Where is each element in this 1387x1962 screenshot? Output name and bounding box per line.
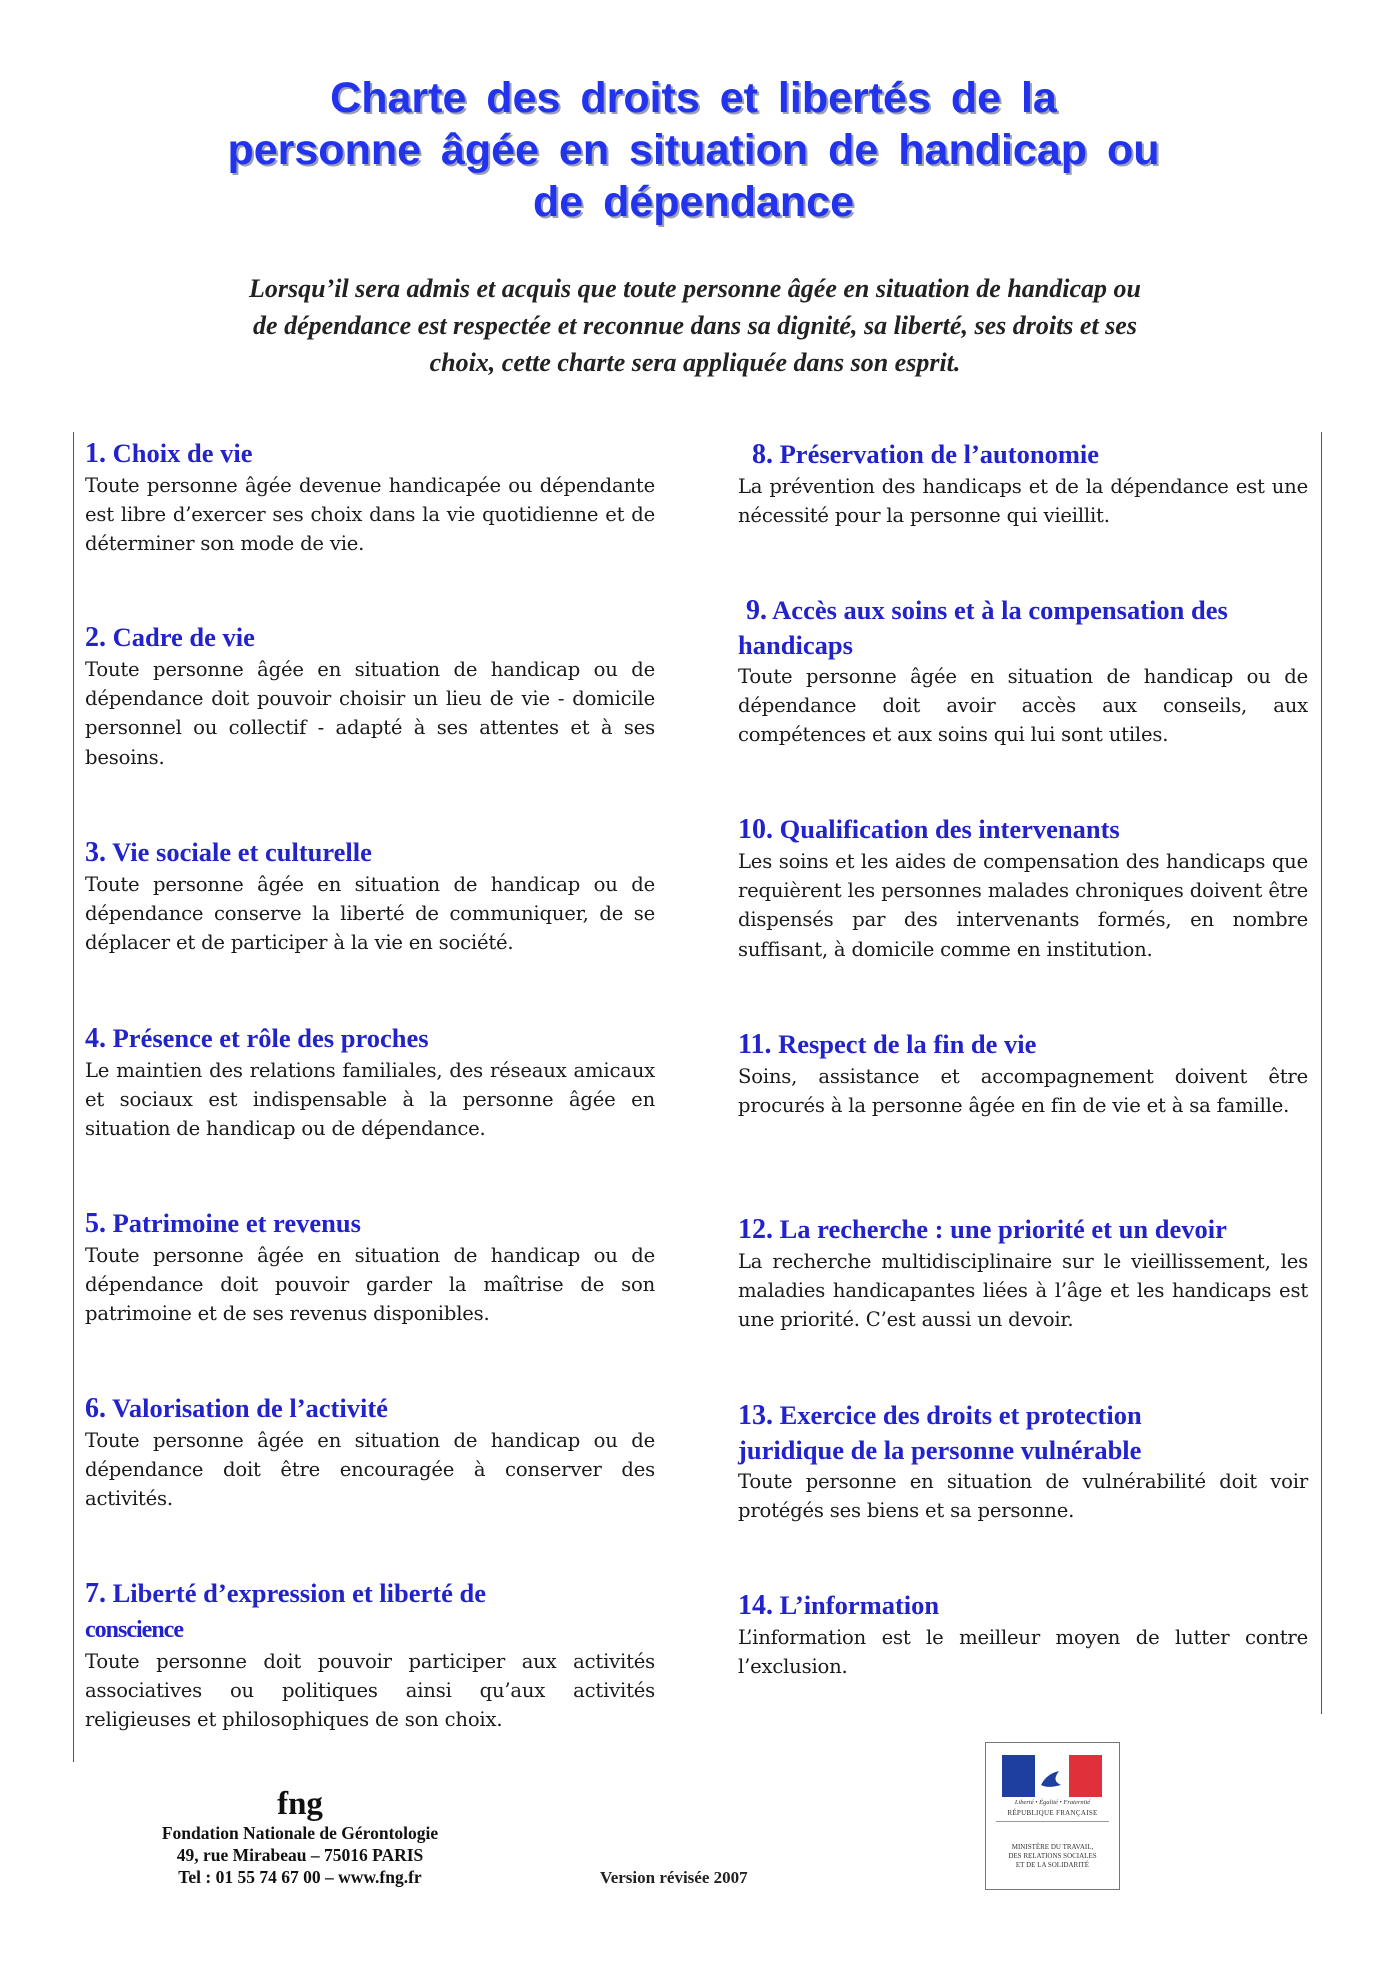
article-title: Vie sociale et culturelle (112, 837, 372, 867)
charter-title (100, 72, 1287, 228)
article-number: 3. (85, 837, 106, 868)
article-number: 8. (752, 439, 773, 470)
article-number: 14. (738, 1590, 773, 1621)
article-heading (85, 1576, 655, 1647)
right-column-rule (1321, 432, 1322, 1714)
flag-red-band (1069, 1755, 1102, 1797)
article-number: 12. (738, 1214, 773, 1245)
article-2 (85, 620, 655, 772)
article-number: 11. (738, 1029, 772, 1060)
article-title: Qualification des intervenants (779, 814, 1120, 844)
article-title: Respect de la fin de vie (778, 1029, 1037, 1059)
article-title: Valorisation de l’activité (112, 1393, 388, 1423)
article-text: Toute personne doit pouvoir participer aux activités associatives ou politiques ainsi qu’aux activités religieuses et philosophiques de son choix. (85, 1650, 655, 1732)
article-heading (85, 1021, 655, 1056)
marianne-flag-icon (1002, 1755, 1102, 1797)
article-text: Toute personne âgée en situation de handicap ou de dépendance doit pouvoir choisir un lieu de vie - domicile personnel ou collectif - adapté à ses attentes et à ses besoins. (85, 658, 655, 769)
article-text: Le maintien des relations familiales, des réseaux amicaux et sociaux est indispensable à la personne âgée en situation de handicap ou de dépendance. (85, 1059, 655, 1141)
article-title: Accès aux soins et à la compensation des (772, 595, 1228, 625)
article-heading (85, 436, 655, 471)
article-10 (738, 812, 1308, 964)
article-text: Toute personne âgée en situation de handicap ou de dépendance doit avoir accès aux conseils, aux compétences et aux soins qui lui sont utiles. (738, 665, 1308, 747)
version-note: Version révisée 2007 (600, 1868, 748, 1887)
title-line-3: de dépendance (532, 178, 855, 226)
article-title: Présence et rôle des proches (112, 1023, 429, 1053)
article-9 (738, 593, 1308, 750)
article-title: Cadre de vie (112, 622, 255, 652)
republic-motto: Liberté • Égalité • Fraternité (1014, 1799, 1091, 1806)
article-title-continued: handicaps (738, 630, 853, 660)
article-number: 2. (85, 622, 106, 653)
article-heading (738, 812, 1308, 847)
article-heading (738, 437, 1308, 472)
article-number: 10. (738, 814, 773, 845)
article-heading (85, 835, 655, 870)
article-number: 6. (85, 1393, 106, 1424)
article-8 (738, 437, 1308, 530)
ministry-name (992, 1843, 1113, 1870)
org-address: 49, rue Mirabeau – 75016 PARIS (176, 1845, 424, 1865)
org-contact: Tel : 01 55 74 67 00 – www.fng.fr (178, 1867, 422, 1887)
article-number: 9. (746, 595, 767, 626)
article-text: Soins, assistance et accompagnement doivent être procurés à la personne âgée en fin de vie et à sa famille. (738, 1065, 1308, 1118)
left-column-rule (73, 432, 74, 1762)
ministry-line-1: MINISTÈRE DU TRAVAIL, (1011, 1843, 1094, 1851)
article-text: Toute personne âgée en situation de handicap ou de dépendance conserve la liberté de communiquer, de se déplacer et de participer à la vie en société. (85, 873, 655, 955)
article-number: 4. (85, 1023, 106, 1054)
article-number: 1. (85, 438, 106, 469)
ministry-line-2: DES RELATIONS SOCIALES (1008, 1852, 1097, 1860)
title-line-2: personne âgée en situation de handicap ou (227, 126, 1160, 174)
article-title: Liberté d’expression et liberté de (112, 1578, 487, 1608)
article-text: Toute personne âgée en situation de handicap ou de dépendance doit pouvoir garder la maîtrise de son patrimoine et de ses revenus disponibles. (85, 1244, 655, 1326)
article-title: L’information (779, 1590, 940, 1620)
intro-paragraph (170, 270, 1220, 381)
article-5 (85, 1206, 655, 1329)
article-heading (85, 620, 655, 655)
marianne-profile-icon (1035, 1755, 1069, 1797)
article-number: 5. (85, 1208, 106, 1239)
article-text: Les soins et les aides de compensation des handicaps que requièrent les personnes malades chroniques doivent être dispensés par des intervenants formés, en nombre suffisant, à domicile comme en institution. (738, 850, 1308, 961)
article-text: Toute personne en situation de vulnérabilité doit voir protégés ses biens et sa personne. (738, 1470, 1308, 1523)
article-7 (85, 1576, 655, 1735)
fng-footer (110, 1786, 490, 1888)
ministry-line-3: ET DE LA SOLIDARITÉ (1015, 1861, 1090, 1869)
fng-logo-text: fng (277, 1786, 323, 1822)
article-1 (85, 436, 655, 559)
article-text: La prévention des handicaps et de la dépendance est une nécessité pour la personne qui vieillit. (738, 475, 1308, 528)
intro-line-2: de dépendance est respectée et reconnue dans sa dignité, sa liberté, ses droits et ses (253, 311, 1137, 340)
article-3 (85, 835, 655, 958)
article-text: La recherche multidisciplinaire sur le vieillissement, les maladies handicapantes liées à l’âge et les handicaps est une priorité. C’est aussi un devoir. (738, 1250, 1308, 1332)
article-title-continued: conscience (85, 1617, 183, 1643)
article-title: Choix de vie (112, 438, 253, 468)
article-11 (738, 1027, 1308, 1120)
article-12 (738, 1212, 1308, 1335)
article-heading (738, 1588, 1308, 1623)
article-number: 7. (85, 1578, 106, 1609)
article-title-continued: juridique de la personne vulnérable (738, 1435, 1142, 1465)
article-title: La recherche : une priorité et un devoir (779, 1214, 1227, 1244)
article-heading (85, 1206, 655, 1241)
org-name: Fondation Nationale de Gérontologie (161, 1823, 439, 1843)
article-title: Exercice des droits et protection (779, 1400, 1142, 1430)
article-heading (738, 1212, 1308, 1247)
article-heading (738, 1027, 1308, 1062)
republic-name: RÉPUBLIQUE FRANÇAISE (1007, 1809, 1098, 1817)
article-heading (738, 1398, 1308, 1467)
intro-line-1: Lorsqu’il sera admis et acquis que toute personne âgée en situation de handicap ou (248, 274, 1141, 303)
intro-line-3: choix, cette charte sera appliquée dans son esprit. (429, 348, 961, 377)
article-heading (85, 1391, 655, 1426)
flag-white-band (1035, 1755, 1069, 1797)
article-text: Toute personne âgée devenue handicapée ou dépendante est libre d’exercer ses choix dans la vie quotidienne et de déterminer son mode de vie. (85, 474, 655, 556)
article-number: 13. (738, 1400, 773, 1431)
article-text: Toute personne âgée en situation de handicap ou de dépendance doit être encouragée à conserver des activités. (85, 1429, 655, 1511)
article-4 (85, 1021, 655, 1144)
logo-divider (996, 1821, 1109, 1822)
article-title: Préservation de l’autonomie (779, 439, 1100, 469)
title-line-1: Charte des droits et libertés de la (330, 74, 1057, 122)
article-14 (738, 1588, 1308, 1681)
flag-blue-band (1002, 1755, 1035, 1797)
ministry-logo (985, 1742, 1120, 1890)
article-title: Patrimoine et revenus (112, 1208, 361, 1238)
article-text: L’information est le meilleur moyen de lutter contre l’exclusion. (738, 1626, 1308, 1679)
article-13 (738, 1398, 1308, 1525)
article-heading (738, 593, 1308, 662)
article-6 (85, 1391, 655, 1514)
